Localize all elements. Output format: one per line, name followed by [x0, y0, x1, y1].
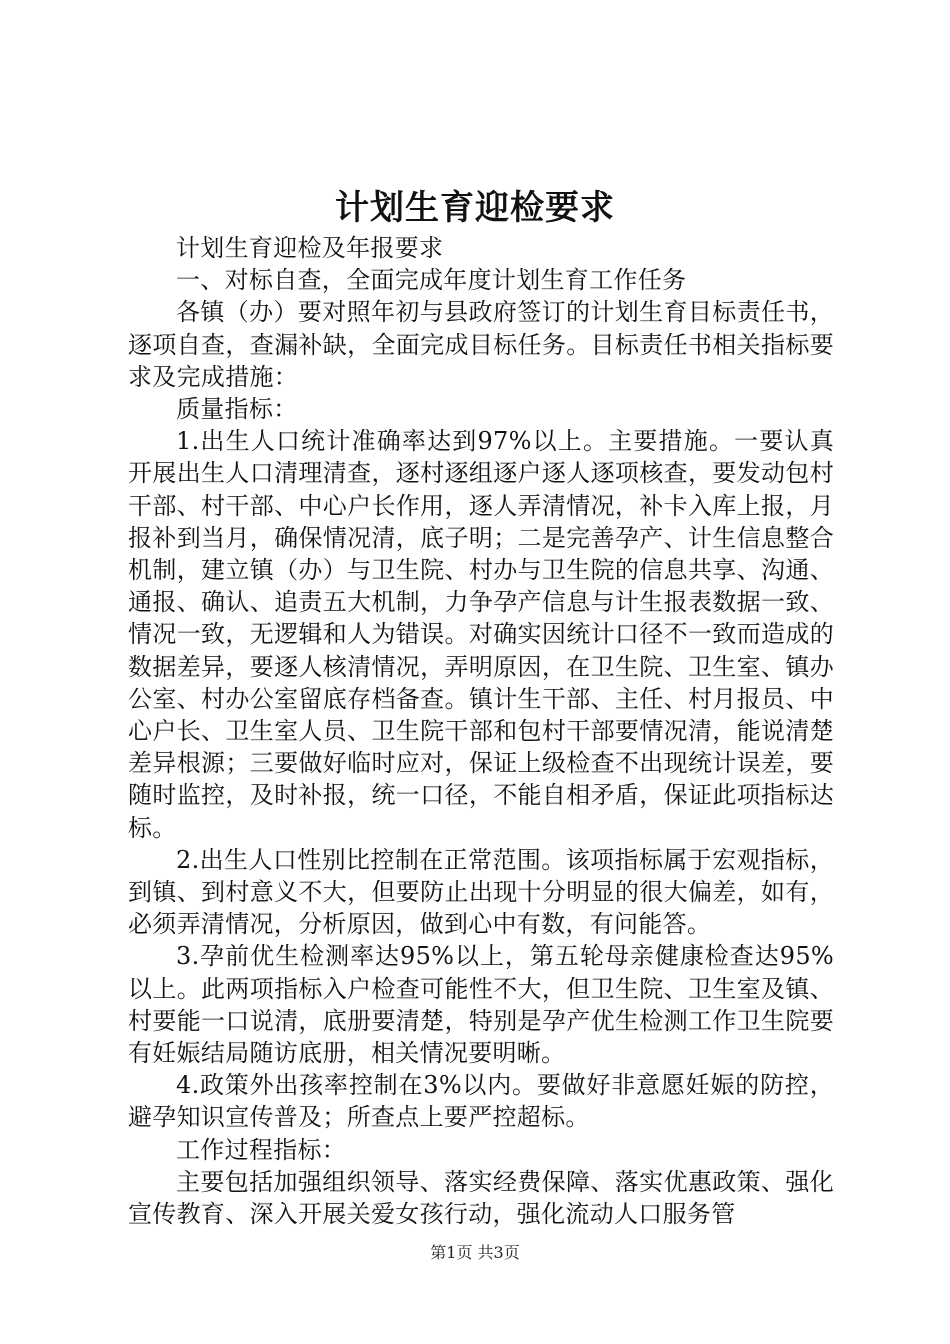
paragraph-item-2: 2.出生人口性别比控制在正常范围。该项指标属于宏观指标，到镇、到村意义不大，但要防止出现十分明显的很大偏差，如有，必须弄清情况，分析原因，做到心中有数，有问能答。	[128, 845, 834, 939]
paragraph-subtitle: 计划生育迎检及年报要求	[176, 234, 444, 262]
paragraph-item-4: 4.政策外出孩率控制在3%以内。要做好非意愿妊娠的防控，避孕知识宣传普及；所查点上要严控超标。	[128, 1071, 834, 1132]
paragraph-quality-heading: 质量指标：	[176, 395, 298, 424]
page-footer: 第1页 共3页	[430, 1243, 520, 1262]
paragraph-item-3: 3.孕前优生检测率达95%以上，第五轮母亲健康检查达95%以上。此两项指标入户检查可能性不大，但卫生院、卫生室及镇、村要能一口说清，底册要清楚，特别是孕产优生检测工作卫生院要有妊娠结局随访底册，相关情况要明晰。	[128, 942, 834, 1068]
document-title: 计划生育迎检要求	[335, 188, 615, 228]
document-body	[128, 232, 834, 1230]
paragraph-process-body: 主要包括加强组织领导、落实经费保障、落实优惠政策、强化宣传教育、深入开展关爱女孩行动，强化流动人口服务管	[128, 1167, 834, 1229]
paragraph-section-heading: 一、对标自查，全面完成年度计划生育工作任务	[176, 266, 687, 295]
paragraph-process-heading: 工作过程指标：	[176, 1135, 347, 1164]
paragraph-intro: 各镇（办）要对照年初与县政府签订的计划生育目标责任书，逐项自查，查漏补缺，全面完成目标任务。目标责任书相关指标要求及完成措施：	[128, 298, 834, 391]
paragraph-item-1: 1.出生人口统计准确率达到97%以上。主要措施。一要认真开展出生人口清理清查，逐村逐组逐户逐人逐项核查，要发动包村干部、村干部、中心户长作用，逐人弄清情况，补卡入库上报，月报补到当月，确保情况清，底子明；二是完善孕产、计生信息整合机制，建立镇（办）与卫生院、村办与卫生院的信息共享、沟通、通报、确认、追责五大机制，力争孕产信息与计生报表数据一致、情况一致，无逻辑和人为错误。对确实因统计口径不一致而造成的数据差异，要逐人核清情况，弄明原因，在卫生院、卫生室、镇办公室、村办公室留底存档备查。镇计生干部、主任、村月报员、中心户长、卫生室人员、卫生院干部和包村干部要情况清，能说清楚差异根源；三要做好临时应对，保证上级检查不出现统计误差，要随时监控，及时补报，统一口径，不能自相矛盾，保证此项指标达标。	[128, 427, 834, 842]
